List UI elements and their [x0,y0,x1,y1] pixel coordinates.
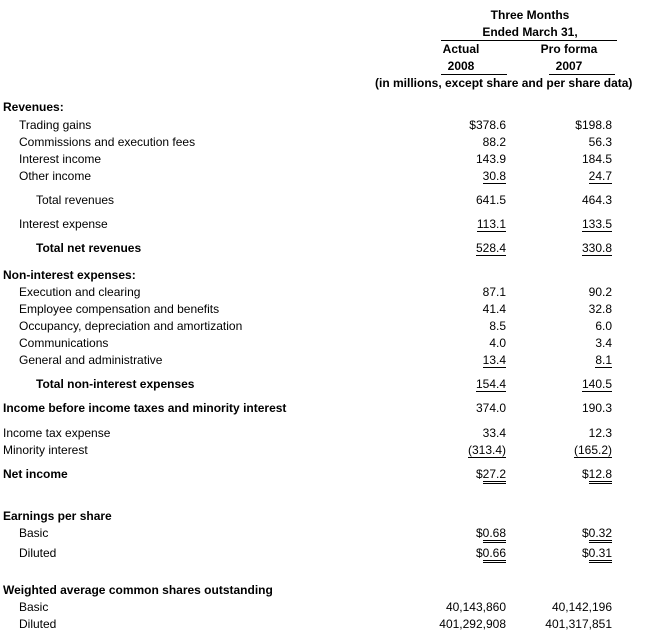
col1-label: Actual [442,42,480,56]
eps-basic-proforma: 0.32 [589,527,612,543]
currency-symbol: $ [581,467,589,481]
shares-basic-proforma: 40,142,196 [551,600,612,614]
row-actual: 4.0 [489,336,506,350]
eps-heading: Earnings per share [3,509,112,523]
col1-year: 2008 [447,59,475,73]
row-actual: 88.2 [482,135,506,149]
total-expenses-actual: 154.4 [475,377,506,391]
row-label: Employee compensation and benefits [19,302,220,316]
currency-symbol: $ [581,546,589,560]
row-proforma: 56.3 [588,135,612,149]
eps-basic-actual: 0.68 [483,527,506,543]
shares-heading: Weighted average common shares outstanding [3,583,273,597]
net-revenues-actual: 528.4 [475,241,506,255]
row-label: Interest income [19,152,102,166]
net-income-proforma: 12.8 [589,468,612,484]
interest-expense-proforma: 133.5 [581,217,612,231]
eps-basic-label: Basic [19,526,49,540]
net-revenues-proforma: 330.8 [581,241,612,255]
expenses-heading: Non-interest expenses: [3,268,136,282]
row-actual: $378.6 [469,118,506,132]
row-proforma: 90.2 [588,285,612,299]
row-label: Other income [19,169,92,183]
row-proforma: $198.8 [575,118,612,132]
header-line-1: Three Months [490,8,570,22]
tax-label: Income tax expense [3,426,111,440]
header-rule [441,40,617,41]
minority-actual: (313.4) [467,443,506,457]
row-proforma: 6.0 [595,319,612,333]
row-label: Trading gains [19,118,92,132]
row-label: Communications [19,336,109,350]
total-expenses-label: Total non-interest expenses [36,377,195,391]
interest-expense-actual: 113.1 [476,217,506,231]
units-note: (in millions, except share and per share data) [375,76,633,90]
interest-expense-label: Interest expense [19,217,108,231]
minority-label: Minority interest [3,443,88,457]
minority-proforma: (165.2) [573,443,612,457]
row-label: Commissions and execution fees [19,135,196,149]
row-label: Occupancy, depreciation and amortization [19,319,243,333]
row-proforma: 8.1 [595,353,612,367]
currency-symbol: $ [475,546,483,560]
total-revenues-proforma: 464.3 [581,193,612,207]
shares-basic-label: Basic [19,600,49,614]
row-actual: 30.8 [482,169,506,183]
row-actual: 87.1 [482,285,506,299]
income-before-proforma: 190.3 [581,401,612,415]
row-actual: 143.9 [475,152,506,166]
net-income-label: Net income [3,467,68,481]
eps-diluted-actual: 0.66 [483,547,506,563]
total-expenses-proforma: 140.5 [581,377,612,391]
col1-year-rule [441,74,507,75]
row-label: Execution and clearing [19,285,141,299]
row-label: General and administrative [19,353,163,367]
total-revenues-label: Total revenues [36,193,115,207]
row-actual: 8.5 [489,319,506,333]
net-revenues-label: Total net revenues [36,241,142,255]
col2-year: 2007 [555,59,583,73]
row-proforma: 32.8 [588,302,612,316]
total-revenues-actual: 641.5 [475,193,506,207]
shares-basic-actual: 40,143,860 [445,600,506,614]
row-proforma: 184.5 [581,152,612,166]
row-actual: 41.4 [482,302,506,316]
tax-proforma: 12.3 [588,426,612,440]
col2-label: Pro forma [540,42,598,56]
revenues-heading: Revenues: [3,100,64,114]
row-actual: 13.4 [482,353,506,367]
shares-diluted-proforma: 401,317,851 [545,617,612,631]
eps-diluted-proforma: 0.31 [589,547,612,563]
row-proforma: 24.7 [588,169,612,183]
tax-actual: 33.4 [482,426,506,440]
currency-symbol: $ [475,467,483,481]
header-line-2: Ended March 31, [482,25,578,39]
income-before-label: Income before income taxes and minority interest [3,401,287,415]
net-income-actual: 27.2 [483,468,506,484]
income-before-actual: 374.0 [475,401,506,415]
col2-year-rule [549,74,615,75]
currency-symbol: $ [475,526,483,540]
eps-diluted-label: Diluted [19,546,57,560]
row-proforma: 3.4 [595,336,612,350]
shares-diluted-label: Diluted [19,617,57,631]
shares-diluted-actual: 401,292,908 [439,617,506,631]
currency-symbol: $ [581,526,589,540]
